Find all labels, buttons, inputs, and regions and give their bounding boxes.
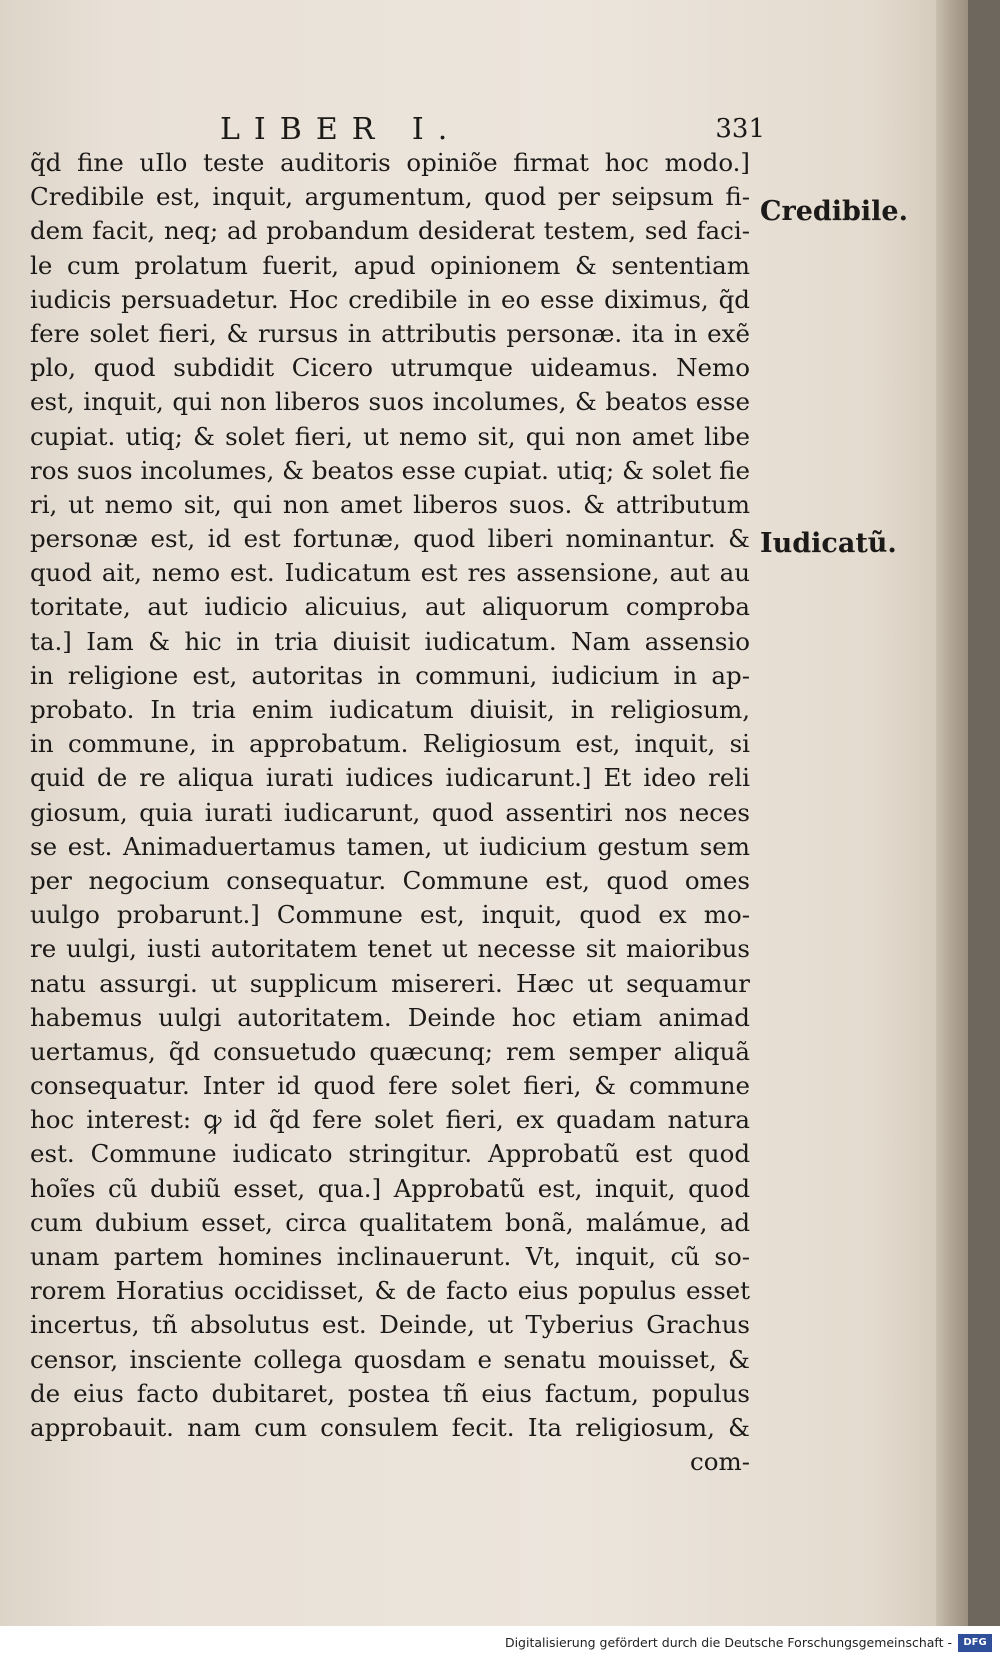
text-line: cum dubium esset, circa qualitatem bonã, malámue, ad bbox=[30, 1207, 750, 1237]
text-line: consequatur. Inter id quod fere solet fieri, & commune bbox=[30, 1071, 750, 1101]
text-line: cupiat. utiq; & solet fieri, ut nemo sit, qui non amet libe bbox=[30, 421, 750, 451]
text-line: censor, insciente collega quosdam e senatu mouisset, & bbox=[30, 1344, 750, 1374]
text-line: se est. Animaduertamus tamen, ut iudicium gestum sem bbox=[30, 831, 750, 861]
text-line: est. Commune iudicato stringitur. Approbatũ est quod bbox=[30, 1139, 750, 1169]
text-line: in religione est, autoritas in communi, iudicium in ap- bbox=[30, 660, 750, 690]
page-edge-shadow bbox=[936, 0, 968, 1626]
page-header bbox=[30, 112, 765, 148]
text-line: approbauit. nam cum consulem fecit. Ita religiosum, & bbox=[30, 1412, 750, 1442]
text-line: probato. In tria enim iudicatum diuisit, in religiosum, bbox=[30, 695, 750, 724]
text-line: Credibile est, inquit, argumentum, quod per seipsum fi- bbox=[30, 182, 750, 212]
funding-credit: Digitalisierung gefördert durch die Deutsche Forschungsgemeinschaft - bbox=[504, 1635, 952, 1650]
text-line: giosum, quia iurati iudicarunt, quod assentiri nos neces bbox=[30, 797, 750, 827]
text-line: q̃d fine uIlo teste auditoris opiniõe firmat hoc modo.] bbox=[30, 148, 750, 177]
text-line: re uulgi, iusti autoritatem tenet ut necesse sit maioribus bbox=[30, 934, 750, 964]
text-line: plo, quod subdidit Cicero utrumque uideamus. Nemo bbox=[30, 353, 750, 383]
text-line: ta.] Iam & hic in tria diuisit iudicatum. Nam assensio bbox=[30, 626, 750, 656]
text-line: hoc interest: ꝙ id q̃d fere solet fieri, ex quadam natura bbox=[30, 1105, 750, 1135]
text-line: de eius facto dubitaret, postea tñ eius factum, populus bbox=[30, 1378, 750, 1408]
text-line: ros suos incolumes, & beatos esse cupiat. utiq; & solet fie bbox=[30, 455, 750, 485]
text-line: rorem Horatius occidisset, & de facto eius populus esset bbox=[30, 1276, 750, 1306]
text-line: toritate, aut iudicio alicuius, aut aliquorum comproba bbox=[30, 592, 750, 622]
text-line: est, inquit, qui non liberos suos incolumes, & beatos esse bbox=[30, 387, 750, 417]
text-line: unam partem homines inclinauerunt. Vt, inquit, cũ so- bbox=[30, 1242, 750, 1271]
body-text bbox=[30, 146, 750, 1479]
text-line: per negocium consequatur. Commune est, quod omes bbox=[30, 865, 750, 895]
page-number: 331 bbox=[715, 114, 765, 144]
text-line: hoĩes cũ dubiũ esset, qua.] Approbatũ est, inquit, quod bbox=[30, 1173, 750, 1203]
margin-note-credibile: Credibile. bbox=[760, 196, 908, 227]
text-line: uertamus, q̃d consuetudo quæcunq; rem semper aliquã bbox=[30, 1036, 750, 1066]
text-line: incertus, tñ absolutus est. Deinde, ut Tyberius Grachus bbox=[30, 1310, 750, 1340]
text-line: dem facit, neq; ad probandum desiderat testem, sed faci- bbox=[30, 216, 750, 246]
text-line: ri, ut nemo sit, qui non amet liberos suos. & attributum bbox=[30, 489, 750, 519]
footer-bar bbox=[0, 1626, 1000, 1661]
text-line: quod ait, nemo est. Iudicatum est res assensione, aut au bbox=[30, 558, 750, 588]
margin-note-iudicatum: Iudicatũ. bbox=[760, 528, 897, 559]
text-line: iudicis persuadetur. Hoc credibile in eo esse diximus, q̃d bbox=[30, 284, 750, 314]
text-line: personæ est, id est fortunæ, quod liberi nominantur. & bbox=[30, 524, 750, 554]
dfg-logo: DFG bbox=[958, 1634, 992, 1652]
text-line: quid de re aliqua iurati iudices iudicarunt.] Et ideo reli bbox=[30, 763, 750, 793]
text-line: in commune, in approbatum. Religiosum est, inquit, si bbox=[30, 729, 750, 759]
catchword: com- bbox=[690, 1447, 750, 1477]
text-line: fere solet fieri, & rursus in attributis personæ. ita in exẽ bbox=[30, 318, 750, 348]
text-line: le cum prolatum fuerit, apud opinionem & sententiam bbox=[30, 250, 750, 280]
text-line: uulgo probarunt.] Commune est, inquit, quod ex mo- bbox=[30, 900, 750, 930]
text-line: habemus uulgi autoritatem. Deinde hoc etiam animad bbox=[30, 1002, 750, 1032]
text-line: natu assurgi. ut supplicum misereri. Hæc ut sequamur bbox=[30, 968, 750, 998]
running-head: LIBER I. bbox=[220, 112, 462, 147]
